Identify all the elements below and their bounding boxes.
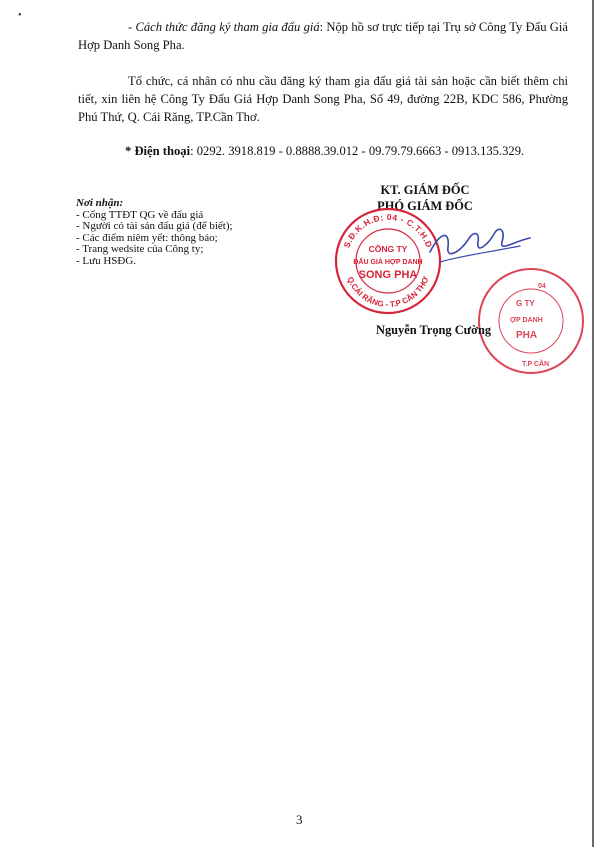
signature-title-line2: PHÓ GIÁM ĐỐC <box>377 199 473 213</box>
svg-text:PHA: PHA <box>516 330 538 341</box>
stamp-top-arc: S.Đ.K.H.Đ: 04 - C.T.H.D <box>341 211 435 250</box>
recipients-list <box>76 198 233 267</box>
signer-name: Nguyễn Trọng Cường <box>376 323 492 337</box>
recipient-item: - Lưu HSĐG. <box>76 254 137 267</box>
scan-edge <box>592 0 594 847</box>
page-number: 3 <box>296 812 303 827</box>
partial-stamp <box>476 266 586 376</box>
stamp-center-line3: SONG PHA <box>358 269 418 281</box>
recipient-item: - Người có tài sản đấu giá (để biết); <box>76 220 233 232</box>
registration-label: Cách thức đăng ký tham gia đấu giá <box>135 20 320 34</box>
svg-text:ỢP DANH: ỢP DANH <box>510 317 543 324</box>
stamp-bottom-arc: Q.CÁI RĂNG - T.P CẦN THƠ <box>345 275 431 310</box>
phone-label: * Điện thoại <box>125 144 191 158</box>
contact-paragraph: Tổ chức, cá nhân có nhu cầu đăng ký tham gia đấu giá tài sản hoặc cần biết thêm chi tiết, xin liên hệ Công Ty Đấu Giá Hợp Danh Song Pha, Số 49, đường 22B, KDC 586, Phường Phú Thứ, Q. Cái Răng, TP.Cần Thơ. <box>78 74 568 124</box>
registration-text: : Nộp hồ sơ trực tiếp tại Trụ sở Công Ty Đấu Giá Hợp Danh Song Pha. <box>78 20 568 52</box>
signature-title-line1: KT. GIÁM ĐỐC <box>380 183 470 197</box>
phone-line <box>125 144 524 159</box>
recipient-item: - Trang wedsite của Công ty; <box>76 243 204 255</box>
recipient-item: - Các điểm niêm yết: thông báo; <box>76 231 218 244</box>
stamp-center-line2: ĐẤU GIÁ HỢP DANH <box>353 259 423 266</box>
recipients-header: Nơi nhận: <box>76 197 124 209</box>
scan-mark: • <box>18 10 22 21</box>
svg-text:T.P CẦN: T.P CẦN <box>522 361 550 368</box>
stamp-center-line1: CÔNG TY <box>368 244 408 254</box>
registration-paragraph: - Cách thức đăng ký tham gia đấu giá: Nộp hồ sơ trực tiếp tại Trụ sở Công Ty Đấu Giá Hợp Danh Song Pha. <box>78 20 568 52</box>
svg-text:G TY: G TY <box>516 299 535 308</box>
phone-numbers: : 0292. 3918.819 - 0.8888.39.012 - 09.79.79.6663 - 0913.135.329. <box>190 144 525 158</box>
handwritten-signature <box>420 212 540 282</box>
svg-text:04: 04 <box>538 283 546 290</box>
recipient-item: - Cổng TTĐT QG về đấu giá <box>76 208 204 221</box>
